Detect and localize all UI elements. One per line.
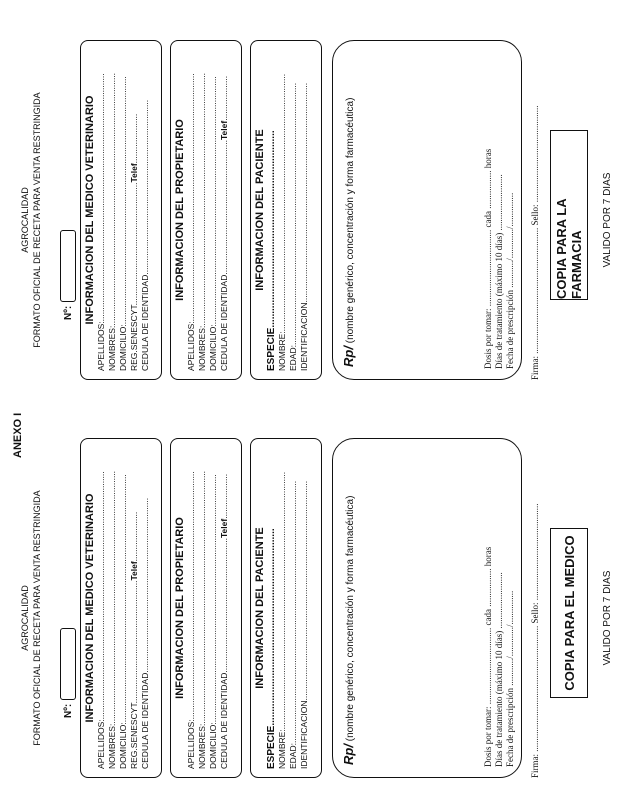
owner-apellidos-field[interactable]: APELLIDOS:......................................................................................................... xyxy=(186,471,196,769)
prescription-copy-farmacia xyxy=(20,20,620,390)
vet-domicilio-field[interactable]: DOMICILIO:......................................................................................................... xyxy=(118,474,128,769)
number-field[interactable] xyxy=(60,628,76,700)
vet-telef-label: Telef xyxy=(129,561,139,581)
agency-name: AGROCALIDAD xyxy=(20,585,30,651)
number-row xyxy=(60,628,76,718)
form-title: FORMATO OFICIAL DE RECETA PARA VENTA RESTRINGIDA xyxy=(32,92,42,348)
prescription-date-line: Fecha de prescripción ............/............./............... xyxy=(505,192,515,369)
owner-cedula-field[interactable]: CEDULA DE IDENTIDAD.........................................................Telef................... xyxy=(219,75,229,371)
patient-nombre-field[interactable]: NOMBRE:............................................................................................................. xyxy=(277,73,287,371)
vet-apellidos-field[interactable]: APELLIDOS:......................................................................................................... xyxy=(96,471,106,769)
vet-section xyxy=(80,40,162,380)
rp-label: Rp/ (nombre genérico, concentración y forma farmacéutica) xyxy=(341,495,356,765)
vet-apellidos-field[interactable]: APELLIDOS:......................................................................................................... xyxy=(96,73,106,371)
owner-section xyxy=(170,40,242,380)
rp-label: Rp/ (nombre genérico, concentración y forma farmacéutica) xyxy=(341,97,356,367)
owner-section xyxy=(170,438,242,778)
vet-domicilio-field[interactable]: DOMICILIO:......................................................................................................... xyxy=(118,76,128,371)
owner-nombres-field[interactable]: NOMBRES:........................................................................................................... xyxy=(197,470,207,769)
owner-nombres-field[interactable]: NOMBRES:........................................................................................................... xyxy=(197,72,207,371)
rp-note: (nombre genérico, concentración y forma farmacéutica) xyxy=(345,495,356,742)
patient-section-title: INFORMACION DEL PACIENTE xyxy=(254,527,266,689)
copy-label-box: COPIA PARA EL MEDICO xyxy=(550,528,588,698)
vet-nombres-field[interactable]: NOMBRES:........................................................................................................... xyxy=(107,470,117,769)
vet-section xyxy=(80,438,162,778)
treatment-days-line: Días de tratamiento (máximo 10 días) ......................... xyxy=(494,572,504,767)
annex-title: ANEXO I xyxy=(12,412,24,458)
owner-telef-label: Telef xyxy=(219,120,229,141)
patient-especie-field[interactable]: ESPECIE....................................................................... xyxy=(266,528,277,769)
vet-section-title: INFORMACION DEL MEDICO VETERINARIO xyxy=(84,95,96,325)
patient-section-title: INFORMACION DEL PACIENTE xyxy=(254,129,266,291)
copy-label-box: COPIA PARA LA FARMACIA xyxy=(550,130,588,300)
number-row xyxy=(60,230,76,320)
number-label: Nº: xyxy=(62,703,74,718)
owner-telef-label: Telef xyxy=(219,518,229,539)
vet-telef-label: Telef xyxy=(129,163,139,183)
patient-especie-field[interactable]: ESPECIE....................................................................... xyxy=(266,130,277,371)
vet-nombres-field[interactable]: NOMBRES:........................................................................................................... xyxy=(107,72,117,371)
patient-section xyxy=(250,40,322,380)
owner-apellidos-field[interactable]: APELLIDOS:......................................................................................................... xyxy=(186,73,196,371)
validity-text: VALIDO POR 7 DIAS xyxy=(602,172,613,268)
signature-line: Firma: ........................................................ Sello: ........................................... xyxy=(530,503,540,778)
vet-regsenescyt-field[interactable]: REG.SENESCYT....................................................Telef..................... xyxy=(129,511,139,769)
vet-cedula-field[interactable]: CEDULA DE IDENTIDAD.......................................................................... xyxy=(140,99,150,371)
rp-note: (nombre genérico, concentración y forma farmacéutica) xyxy=(345,97,356,344)
signature-line: Firma: ........................................................ Sello: ........................................... xyxy=(530,105,540,380)
patient-edad-field[interactable]: EDAD:............................................................................................................... xyxy=(288,82,298,371)
owner-section-title: INFORMACION DEL PROPIETARIO xyxy=(174,517,186,699)
vet-cedula-field[interactable]: CEDULA DE IDENTIDAD.......................................................................... xyxy=(140,497,150,769)
vet-regsenescyt-field[interactable]: REG.SENESCYT....................................................Telef..................... xyxy=(129,113,139,371)
dose-line: Dosis por tomar: .................................. cada ................. horas xyxy=(483,148,493,369)
vet-section-title: INFORMACION DEL MEDICO VETERINARIO xyxy=(84,493,96,723)
patient-identificacion-field[interactable]: IDENTIFICACION............................................................................................. xyxy=(299,82,309,371)
prescription-box[interactable] xyxy=(332,40,522,380)
patient-section xyxy=(250,438,322,778)
agency-name: AGROCALIDAD xyxy=(20,187,30,253)
treatment-days-line: Días de tratamiento (máximo 10 días) ......................... xyxy=(494,174,504,369)
number-field[interactable] xyxy=(60,230,76,302)
number-label: Nº: xyxy=(62,305,74,320)
dose-line: Dosis por tomar: .................................. cada ................. horas xyxy=(483,546,493,767)
form-title: FORMATO OFICIAL DE RECETA PARA VENTA RESTRINGIDA xyxy=(32,490,42,746)
owner-cedula-field[interactable]: CEDULA DE IDENTIDAD.........................................................Telef................... xyxy=(219,473,229,769)
prescription-box[interactable] xyxy=(332,438,522,778)
owner-domicilio-field[interactable]: DOMICILIO:......................................................................................................... xyxy=(208,76,218,371)
owner-domicilio-field[interactable]: DOMICILIO:......................................................................................................... xyxy=(208,474,218,769)
owner-section-title: INFORMACION DEL PROPIETARIO xyxy=(174,119,186,301)
prescription-date-line: Fecha de prescripción ............/............./............... xyxy=(505,590,515,767)
patient-edad-field[interactable]: EDAD:............................................................................................................... xyxy=(288,480,298,769)
patient-nombre-field[interactable]: NOMBRE:............................................................................................................. xyxy=(277,471,287,769)
validity-text: VALIDO POR 7 DIAS xyxy=(602,570,613,666)
prescription-copy-medico xyxy=(20,418,620,788)
patient-identificacion-field[interactable]: IDENTIFICACION............................................................................................. xyxy=(299,480,309,769)
